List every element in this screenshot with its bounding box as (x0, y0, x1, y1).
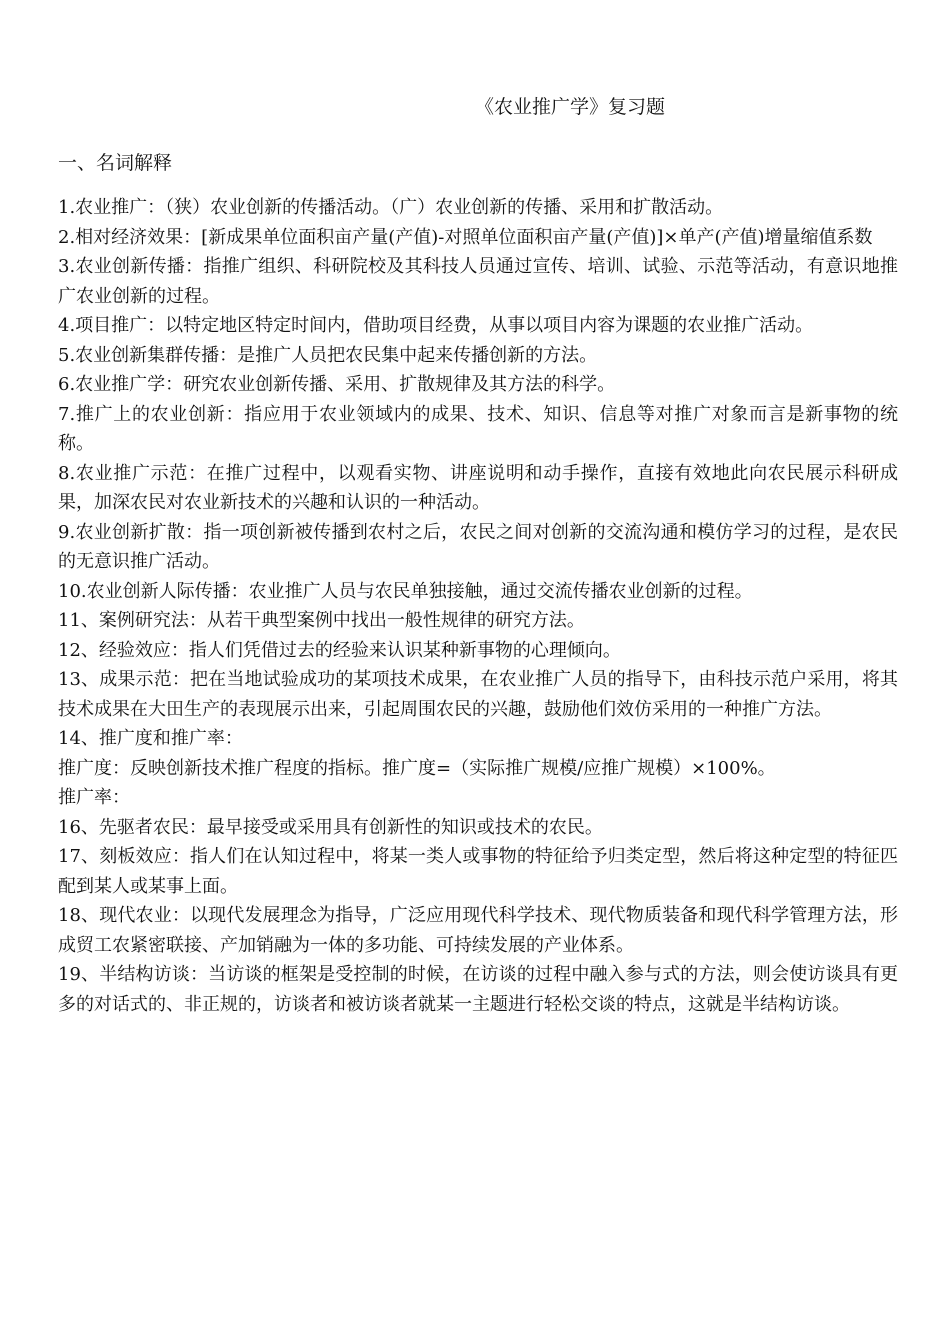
definition-paragraph: 12、经验效应：指人们凭借过去的经验来认识某种新事物的心理倾向。 (58, 639, 621, 661)
definition-paragraph: 7.推广上的农业创新：指应用于农业领域内的成果、技术、知识、信息等对推广对象而言是新事物的统称。 (58, 403, 898, 454)
definition-paragraph: 17、刻板效应：指人们在认知过程中，将某一类人或事物的特征给予归类定型，然后将这种定型的特征匹配到某人或某事上面。 (58, 846, 898, 897)
document-title: 《农业推广学》复习题 (474, 96, 665, 118)
definition-paragraph: 9.农业创新扩散：指一项创新被传播到农村之后，农民之间对创新的交流沟通和模仿学习的过程，是农民的无意识推广活动。 (58, 521, 898, 572)
definition-paragraph: 18、现代农业：以现代发展理念为指导，广泛应用现代科学技术、现代物质装备和现代科学管理方法，形成贸工农紧密联接、产加销融为一体的多功能、可持续发展的产业体系。 (58, 905, 898, 956)
definition-paragraph: 5.农业创新集群传播：是推广人员把农民集中起来传播创新的方法。 (58, 344, 598, 366)
definition-paragraph: 6.农业推广学：研究农业创新传播、采用、扩散规律及其方法的科学。 (58, 374, 616, 395)
definition-paragraph: 16、先驱者农民：最早接受或采用具有创新性的知识或技术的农民。 (58, 816, 603, 838)
definition-paragraph: 11、案例研究法：从若干典型案例中找出一般性规律的研究方法。 (58, 610, 585, 631)
definition-paragraph: 推广率： (58, 787, 130, 808)
definition-paragraph: 10.农业创新人际传播：农业推广人员与农民单独接触，通过交流传播农业创新的过程。 (58, 580, 753, 602)
definition-paragraph: 14、推广度和推广率： (58, 728, 243, 749)
definition-paragraph: 19、半结构访谈：当访谈的框架是受控制的时候，在访谈的过程中融入参与式的方法，则会使访谈具有更多的对话式的、非正规的，访谈者和被访谈者就某一主题进行轻松交谈的特点，这就是半结构访谈。 (58, 964, 898, 1015)
definition-paragraph: 13、成果示范：把在当地试验成功的某项技术成果，在农业推广人员的指导下，由科技示范户采用，将其技术成果在大田生产的表现展示出来，引起周围农民的兴趣，鼓励他们效仿采用的一种推广方法。 (58, 669, 898, 720)
definition-paragraph: 1.农业推广：（狭）农业创新的传播活动。（广）农业创新的传播、采用和扩散活动。 (58, 197, 724, 218)
definition-paragraph: 2.相对经济效果：[新成果单位面积亩产量(产值)-对照单位面积亩产量(产值)]×单产(产值)增量缩值系数 (58, 226, 873, 248)
definition-paragraph: 3.农业创新传播：指推广组织、科研院校及其科技人员通过宣传、培训、试验、示范等活动，有意识地推广农业创新的过程。 (58, 256, 898, 307)
document-body (58, 193, 898, 1019)
definition-paragraph: 推广度：反映创新技术推广程度的指标。推广度=（实际推广规模/应推广规模）×100%。 (58, 757, 776, 779)
definition-paragraph: 8.农业推广示范：在推广过程中，以观看实物、讲座说明和动手操作，直接有效地此向农民展示科研成果，加深农民对农业新技术的兴趣和认识的一种活动。 (58, 462, 898, 513)
section-heading: 一、名词解释 (58, 152, 173, 174)
definition-paragraph: 4.项目推广：以特定地区特定时间内，借助项目经费，从事以项目内容为课题的农业推广活动。 (58, 315, 814, 336)
